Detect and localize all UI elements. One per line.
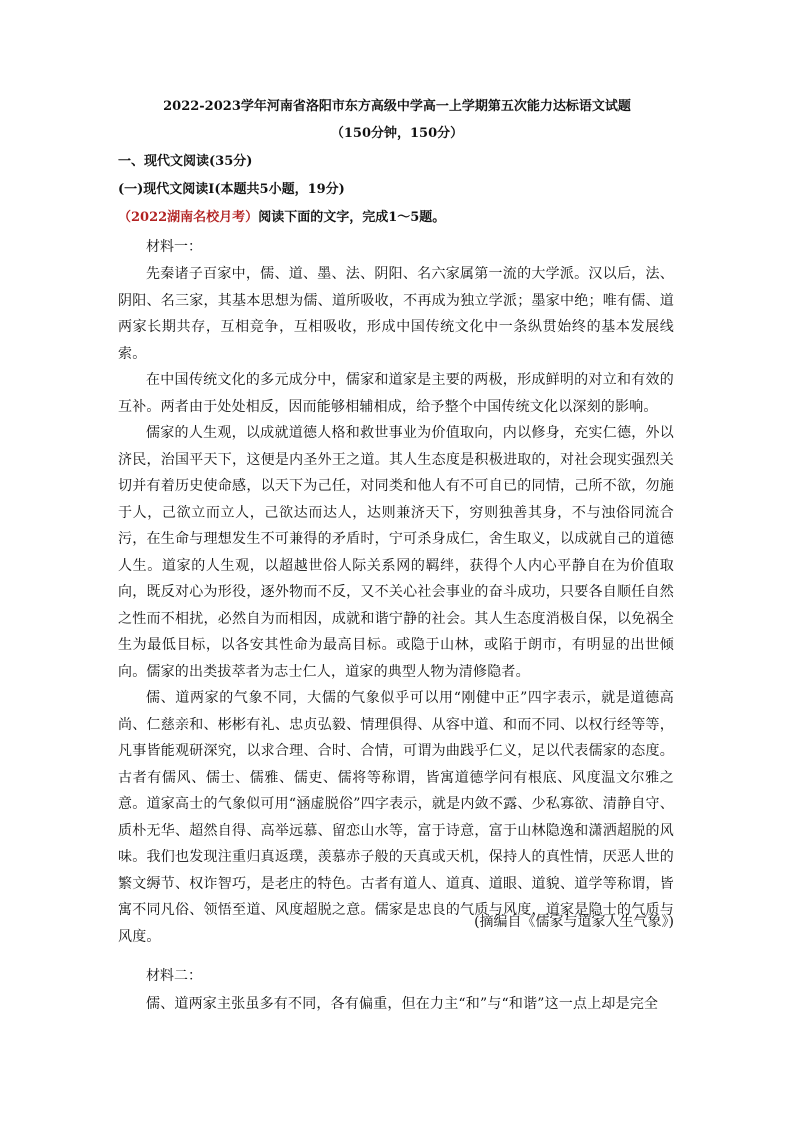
paragraph: 先秦诸子百家中，儒、道、墨、法、阴阳、名六家属第一流的大学派。汉以后，法、阴阳、名三家，其基本思想为儒、道所吸收，不再成为独立学派；墨家中绝；唯有儒、道两家长期共存，互相竞争，互相吸收，形成中国传统文化中一条纵贯始终的基本发展线索。 xyxy=(118,266,674,362)
instruction-source: （2022湖南名校月考） xyxy=(118,210,259,225)
section-heading-1-1: (一)现代文阅读Ⅰ(本题共5小题，19分) xyxy=(118,182,345,197)
material-1-citation: (摘编自《儒家与道家人生气象》) xyxy=(474,914,674,930)
reading-instruction xyxy=(118,206,445,225)
section-heading-1: 一、现代文阅读(35分) xyxy=(118,154,253,169)
paragraph: 在中国传统文化的多元成分中，儒家和道家是主要的两极，形成鲜明的对立和有效的互补。两者由于处处相反，因而能够相辅相成，给予整个中国传统文化以深刻的影响。 xyxy=(118,372,674,415)
material-2-body xyxy=(118,991,674,1018)
material-2-label: 材料二： xyxy=(146,968,202,984)
paragraph: 儒、道两家的气象不同，大儒的气象似乎可以用“刚健中正”四字表示，就是道德高尚、仁慈亲和、彬彬有礼、忠贞弘毅、情理俱得、从容中道、和而不同、以权行经等等，凡事皆能观研深究，以求合理、合时、合情，可谓为曲践乎仁义，足以代表儒家的态度。古者有儒风、儒士、儒雅、儒吏、儒将等称谓，皆寓道德学问有根底、风度温文尔雅之意。道家高士的气象似可用“涵虚脱俗”四字表示，就是内敛不露、少私寡欲、清静自守、质朴无华、超然自得、高举远慕、留恋山水等，富于诗意，富于山林隐逸和潇洒超脱的风味。我们也发现注重归真返璞，羡慕赤子般的天真或天机，保持人的真性情，厌恶人世的繁文缛节、权诈智巧，是老庄的特色。古者有道人、道真、道眼、道貌、道学等称谓，皆寓不同凡俗、领悟至道、风度超脱之意。儒家是忠良的气质与风度，道家是隐士的气质与风度。 xyxy=(118,690,674,945)
material-1-body xyxy=(118,261,674,950)
document-title: 2022-2023学年河南省洛阳市东方高级中学高一上学期第五次能力达标语文试题 xyxy=(163,99,631,114)
paragraph: 儒家的人生观，以成就道德人格和救世事业为价值取向，内以修身，充实仁德，外以济民，治国平天下，这便是内圣外王之道。其人生态度是积极进取的，对社会现实强烈关切并有着历史使命感，以天下为己任，对同类和他人有不可自已的同情，己所不欲，勿施于人，己欲立而立人，己欲达而达人，达则兼济天下，穷则独善其身，不与浊俗同流合污，在生命与理想发生不可兼得的矛盾时，宁可杀身成仁，舍生取义，以成就自己的道德人生。道家的人生观，以超越世俗人际关系网的羁绊，获得个人内心平静自在为价值取向，既反对心为形役，逐外物而不反，又不关心社会事业的奋斗成功，只要各自顺任自然之性而不相扰，必然自为而相因，成就和谐宁静的社会。其人生态度消极自保，以免祸全生为最低目标，以各安其性命为最高目标。或隐于山林，或陷于朗市，有明显的出世倾向。儒家的出类拔萃者为志士仁人，道家的典型人物为清修隐者。 xyxy=(118,425,674,680)
document-subtitle: （150分钟，150分） xyxy=(330,126,464,141)
material-1-label: 材料一： xyxy=(146,239,202,255)
paragraph: 儒、道两家主张虽多有不同，各有偏重，但在力主“和”与“和谐”这一点上却是完全 xyxy=(146,996,659,1012)
instruction-text: 阅读下面的文字，完成1～5题。 xyxy=(258,210,446,225)
